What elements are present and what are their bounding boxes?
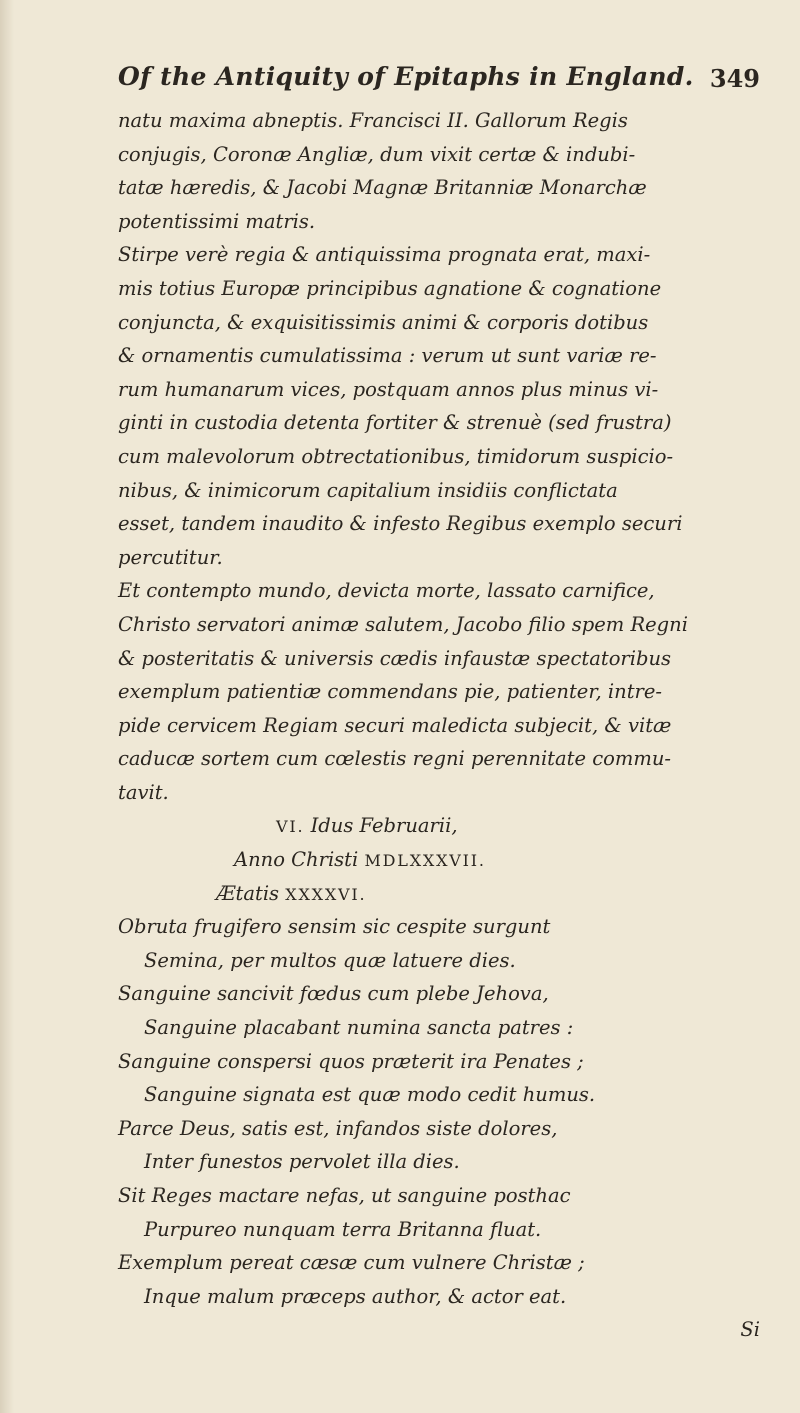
text-line: mis totius Europæ principibus agnatione & cognatione bbox=[118, 276, 662, 300]
date-age-line bbox=[118, 877, 768, 911]
poem-line: Sanguine placabant numina sancta patres : bbox=[144, 1016, 574, 1040]
text-line: & ornamentis cumulatissima : verum ut sunt variæ re- bbox=[118, 344, 657, 368]
text-line: ginti in custodia detenta fortiter & strenuè (sed frustra) bbox=[118, 411, 672, 435]
age-numeral: XXXXVI. bbox=[285, 884, 367, 904]
text-line: cum malevolorum obtrectationibus, timidorum suspicio- bbox=[118, 444, 674, 468]
text-line: exemplum patientiæ commendans pie, patienter, intre- bbox=[118, 680, 663, 704]
year-numeral: MDLXXXVII. bbox=[364, 851, 486, 871]
date-day-line bbox=[118, 809, 768, 843]
poem-line: Purpureo nunquam terra Britanna fluat. bbox=[144, 1217, 542, 1241]
text-line: conjuncta, & exquisitissimis animi & corporis dotibus bbox=[118, 310, 649, 334]
text-line: pide cervicem Regiam securi maledicta subjecit, & vitæ bbox=[118, 713, 672, 737]
text-line: Christo servatori animæ salutem, Jacobo filio spem Regni bbox=[118, 612, 688, 636]
page-body bbox=[118, 104, 768, 1347]
poem-line: Sanguine conspersi quos præterit ira Penates ; bbox=[118, 1049, 584, 1073]
catchword: Si bbox=[740, 1318, 760, 1342]
day-text: Idus Februarii, bbox=[310, 814, 458, 838]
poem-line: Obruta frugifero sensim sic cespite surgunt bbox=[118, 915, 551, 939]
poem-line: Sit Reges mactare nefas, ut sanguine posthac bbox=[118, 1184, 571, 1207]
text-line: nibus, & inimicorum capitalium insidiis conflictata bbox=[118, 478, 618, 502]
text-line: percutitur. bbox=[118, 545, 223, 569]
poem-line: Parce Deus, satis est, infandos siste dolores, bbox=[118, 1116, 558, 1140]
text-line: tavit. bbox=[118, 780, 169, 804]
running-head: Of the Antiquity of Epitaphs in England. bbox=[118, 62, 694, 91]
page-number: 349 bbox=[709, 64, 760, 93]
poem-line: Sanguine sancivit fœdus cum plebe Jehova, bbox=[118, 982, 549, 1006]
page-header bbox=[118, 62, 760, 102]
poem-line: Semina, per multos quæ latuere dies. bbox=[144, 948, 516, 972]
poem-line: Inter funestos pervolet illa dies. bbox=[144, 1150, 460, 1174]
text-line: potentissimi matris. bbox=[118, 209, 316, 233]
text-line: esset, tandem inaudito & infesto Regibus exemplo securi bbox=[118, 512, 683, 536]
text-line: & posteritatis & universis cædis infaustæ spectatoribus bbox=[118, 646, 672, 670]
poem-line: Inque malum præceps author, & actor eat. bbox=[144, 1284, 567, 1308]
date-year-line bbox=[118, 843, 768, 877]
text-line: rum humanarum vices, postquam annos plus minus vi- bbox=[118, 377, 659, 401]
day-numeral: VI. bbox=[276, 817, 305, 837]
text-line: Stirpe verè regia & antiquissima prognata erat, maxi- bbox=[118, 243, 651, 267]
poem-line: Sanguine signata est quæ modo cedit humus. bbox=[144, 1083, 596, 1107]
anno-text: Anno Christi bbox=[234, 848, 359, 872]
text-line: caducæ sortem cum cœlestis regni perennitate commu- bbox=[118, 747, 672, 771]
text-line: natu maxima abneptis. Francisci II. Gallorum Regis bbox=[118, 109, 628, 132]
text-line: Et contempto mundo, devicta morte, lassato carnifice, bbox=[118, 579, 655, 603]
page-edge bbox=[0, 0, 14, 1413]
text-line: conjugis, Coronæ Angliæ, dum vixit certæ & indubi- bbox=[118, 142, 636, 166]
text-line: tatæ hæredis, & Jacobi Magnæ Britanniæ Monarchæ bbox=[118, 176, 647, 200]
poem-line: Exemplum pereat cæsæ cum vulnere Christæ ; bbox=[118, 1251, 585, 1275]
aetatis-text: Ætatis bbox=[216, 881, 280, 905]
